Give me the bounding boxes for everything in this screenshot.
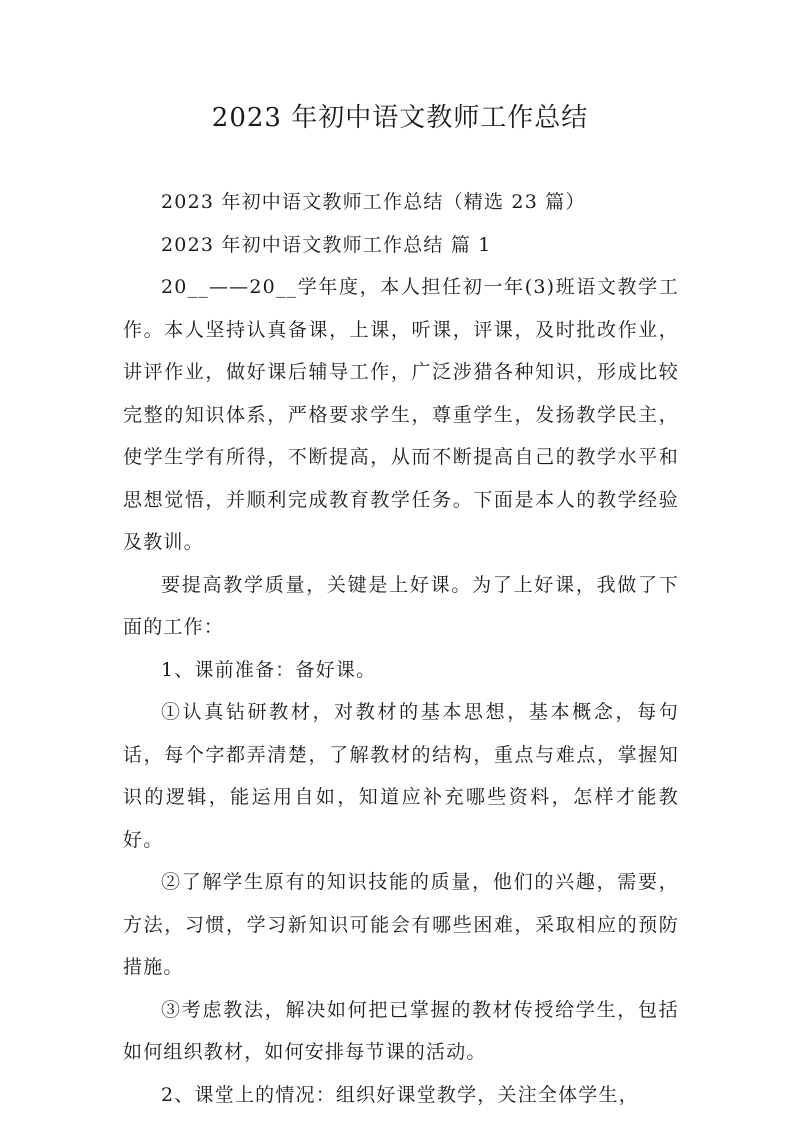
paragraph-subitem-3: ③考虑教法，解决如何把已掌握的教材传授给学生，包括如何组织教材，如何安排每节课的活动。 [123,998,679,1063]
paragraph-intro: 20__——20__学年度，本人担任初一年(3)班语文教学工作。本人坚持认真备课，上课，听课，评课，及时批改作业，讲评作业，做好课后辅导工作，广泛涉猎各种知识，形成比较完整的知识体系，严格要求学生，尊重学生，发扬教学民主，使学生学有所得，不断提高，从而不断提高自己的教学水平和思想觉悟，并顺利完成教育教学任务。下面是本人的教学经验及教训。 [123,276,679,553]
document-title: 2023 年初中语文教师工作总结 [211,103,589,133]
document-body [123,181,679,1116]
paragraph-subitem-2: ②了解学生原有的知识技能的质量，他们的兴趣，需要，方法，习惯，学习新知识可能会有哪些困难，采取相应的预防措施。 [123,871,679,978]
paragraph-section-heading: 2023 年初中语文教师工作总结 篇 1 [161,233,492,256]
paragraph-item-2: 2、课堂上的情况：组织好课堂教学，关注全体学生， [161,1083,639,1106]
paragraph-subtitle: 2023 年初中语文教师工作总结（精选 23 篇） [161,191,586,213]
paragraph-key-point: 要提高教学质量，关键是上好课。为了上好课，我做了下面的工作： [123,573,679,638]
paragraph-item-1: 1、课前准备：备好课。 [161,658,377,681]
paragraph-subitem-1: ①认真钻研教材，对教材的基本思想，基本概念，每句话，每个字都弄清楚，了解教材的结构，重点与难点，掌握知识的逻辑，能运用自如，知道应补充哪些资料，怎样才能教好。 [123,701,679,851]
